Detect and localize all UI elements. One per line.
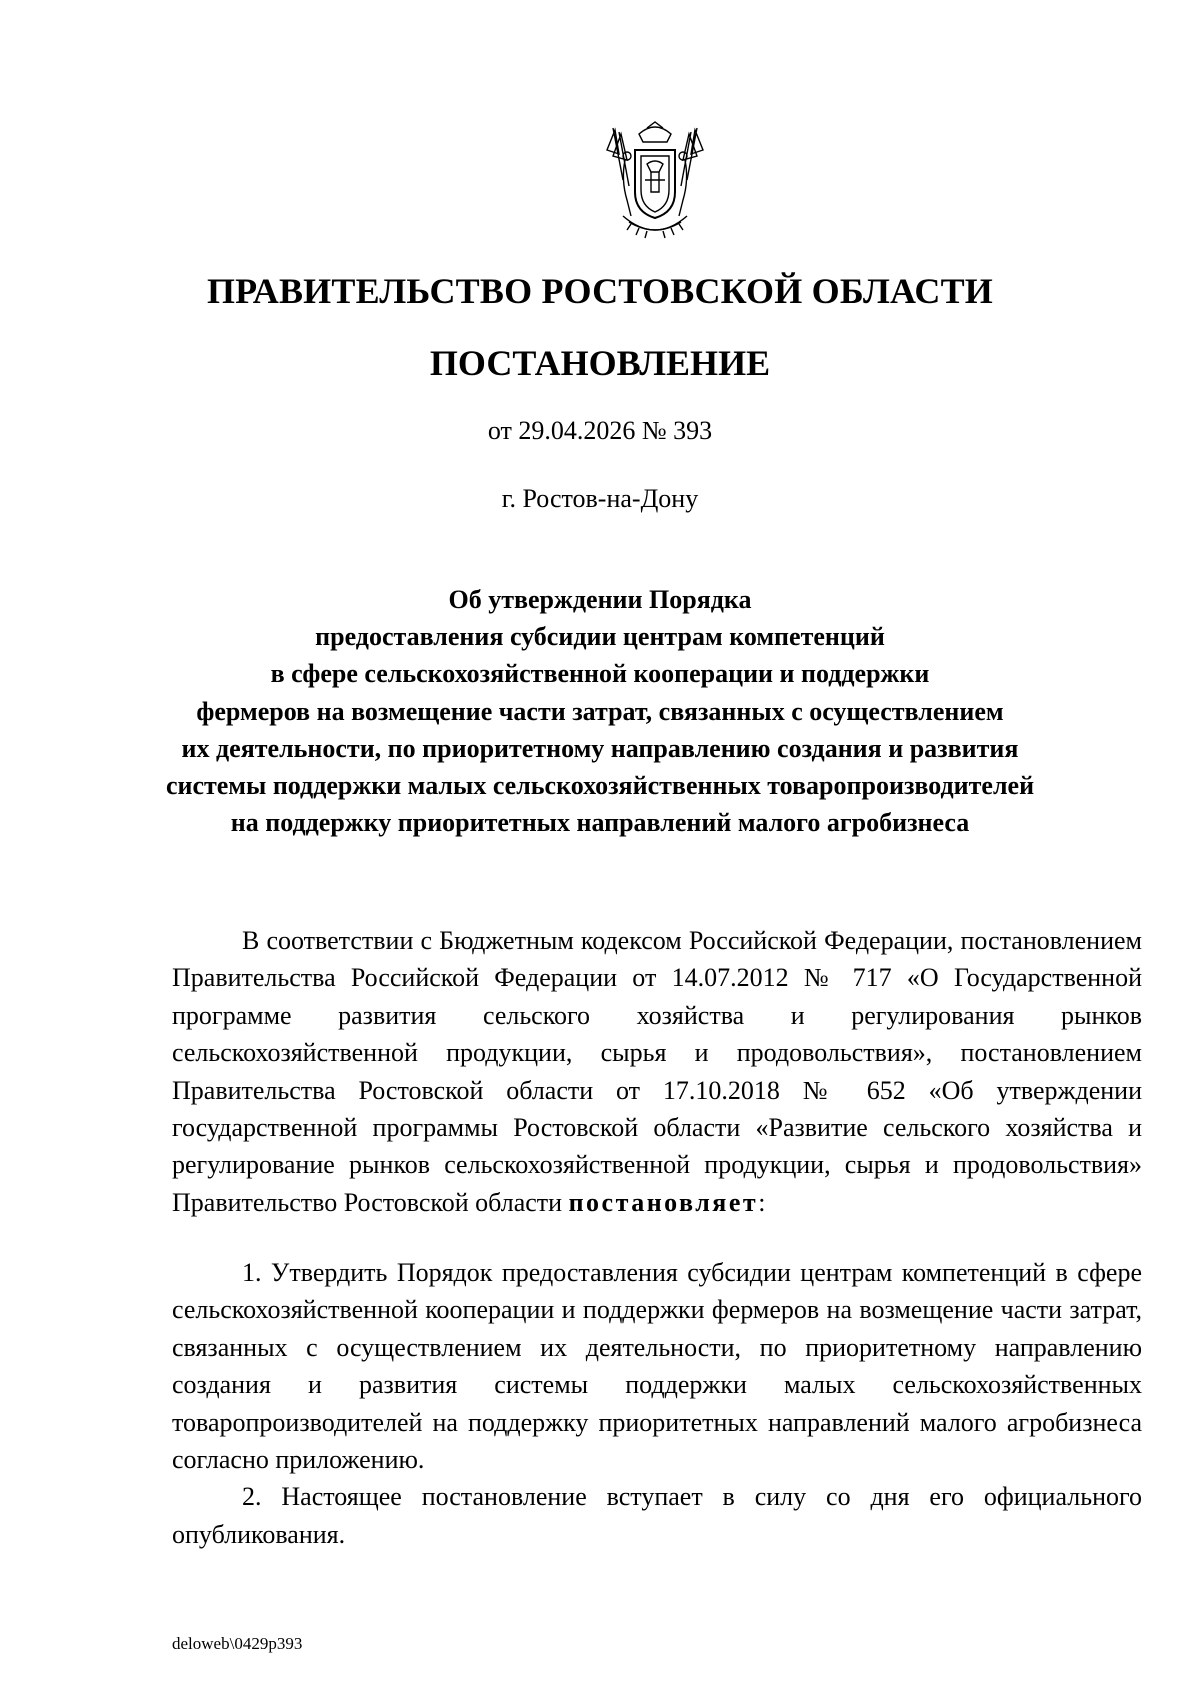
preamble-paragraph xyxy=(172,922,1142,1221)
title-line: в сфере сельскохозяйственной кооперации и поддержки xyxy=(270,659,930,689)
title-line: системы поддержки малых сельскохозяйственных товаропроизводителей xyxy=(165,771,1035,801)
title-line: фермеров на возмещение части затрат, связанных с осуществлением xyxy=(196,696,1004,726)
city: г. Ростов-на-Дону xyxy=(501,484,699,513)
title-line: Об утверждении Порядка xyxy=(448,585,752,614)
preamble-end: : xyxy=(758,1187,766,1217)
decree-items xyxy=(172,1254,1142,1553)
preamble-text: В соответствии с Бюджетным кодексом Российской Федерации, постановлением Правительства Российской Федерации от 14.07.2012 № 717 «О Государственной программе развития сельского хозяйства и регулирования рынков сельскохозяйственной продукции, сырья и продовольствия», постановлением Правительства Ростовской области от 17.10.2018 № 652 «Об утверждении государственной программы Ростовской области «Развитие сельского хозяйства и регулирование рынков сельскохозяйственной продукции, сырья и продовольствия» Правительство Ростовской области xyxy=(172,926,1142,1217)
title-line: на поддержку приоритетных направлений малого агробизнеса xyxy=(230,808,970,838)
date-and-number: от 29.04.2026 № 393 xyxy=(487,416,713,445)
preamble xyxy=(172,922,1142,1221)
decree-item: 1. Утвердить Порядок предоставления субсидии центрам компетенций в сфере сельскохозяйственной кооперации и поддержки фермеров на возмещение части затрат, связанных с осуществлением их деятельности, по приоритетному направлению создания и развития системы поддержки малых сельскохозяйственных товаропроизводителей на поддержку приоритетных направлений малого агробизнеса согласно приложению. xyxy=(172,1258,1142,1475)
document-title xyxy=(0,581,1200,841)
decree-item: 2. Настоящее постановление вступает в силу со дня его официального опубликования. xyxy=(172,1482,1142,1549)
document-type: ПОСТАНОВЛЕНИЕ xyxy=(429,343,771,383)
organization-name: ПРАВИТЕЛЬСТВО РОСТОВСКОЙ ОБЛАСТИ xyxy=(206,271,994,311)
file-reference: deloweb\0429p393 xyxy=(172,1634,303,1653)
title-line: их деятельности, по приоритетному направлению создания и развития xyxy=(181,733,1019,763)
decree-keyword: постановляет xyxy=(568,1187,759,1217)
coat-of-arms-icon xyxy=(601,120,709,244)
title-line: предоставления субсидии центрам компетенций xyxy=(315,622,885,652)
